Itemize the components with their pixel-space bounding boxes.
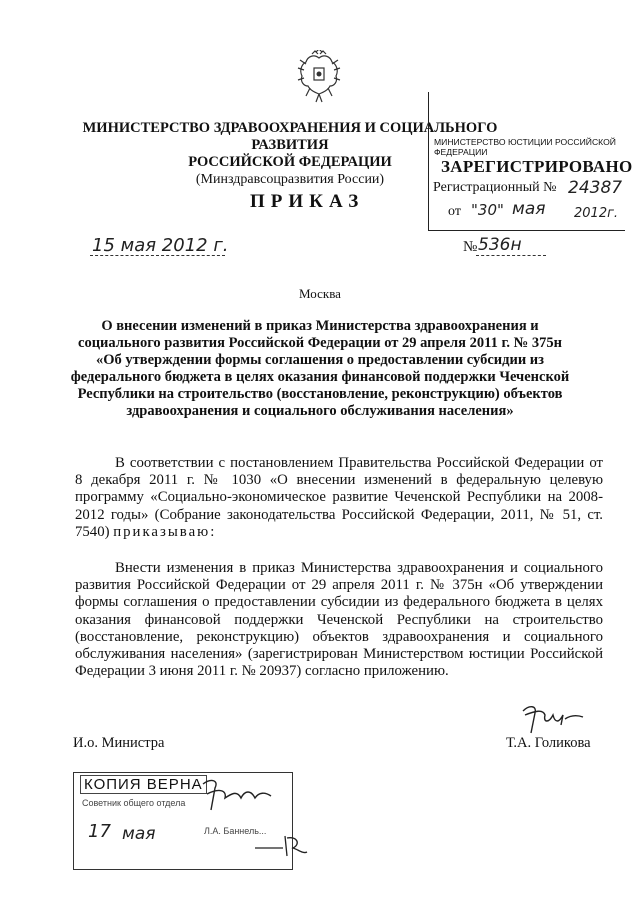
ministry-short-name: (Минздравсоцразвития России)	[195, 172, 385, 187]
copy-stamp-title: КОПИЯ ВЕРНА	[80, 775, 207, 794]
paragraph-2-text: Внести изменения в приказ Министерства здравоохранения и социального развития Российской Федерации от 29 апреля 2011 г. № 375н «Об утверждении формы соглашения о предоставлении субсидии из федерального бюджета в целях оказания финансовой поддержки Чеченской Республики на строительство (восстановление, реконструкцию) объектов здравоохранения и социального обслуживания населения» (зарегистрирован Министерством юстиции Российской Федерации 3 июня 2011 г. № 20937) согласно приложению.	[75, 560, 603, 680]
order-number-line	[476, 255, 546, 256]
ministry-country: РОССИЙСКОЙ ФЕДЕРАЦИИ	[188, 154, 392, 170]
stamp-day: "30"	[471, 201, 504, 219]
paragraph-1-command: приказываю:	[113, 523, 217, 540]
copy-stamp-name: Л.А. Баннель...	[204, 826, 267, 836]
ministry-name: МИНИСТЕРСТВО ЗДРАВООХРАНЕНИЯ И СОЦИАЛЬНОГО РАЗВИТИЯ	[82, 120, 498, 153]
body-paragraph-1	[75, 455, 603, 541]
order-city: Москва	[299, 286, 341, 301]
stamp-date-prefix: от	[448, 204, 461, 219]
document-type: ПРИКАЗ	[250, 191, 365, 212]
stamp-year: 2012г.	[574, 206, 619, 221]
signatory-name: Т.А. Голикова	[506, 735, 591, 751]
signatory-position: И.о. Министра	[73, 735, 165, 751]
order-number: 536н	[478, 235, 522, 255]
stamp-number-label: Регистрационный №	[433, 180, 557, 195]
copy-stamp-signature	[197, 776, 273, 816]
stamp-month: мая	[512, 199, 546, 219]
stamp-number: 24387	[568, 178, 623, 198]
document-title: О внесении изменений в приказ Министерства здравоохранения и социального развития Российской Федерации от 29 апреля 2011 г. № 375н «Об утверждении формы соглашения о предоставлении субсидии из федерального бюджета в целях оказания финансовой поддержки Чеченской Республики на строительство (восстановление, реконструкцию) объектов здравоохранения и социального обслуживания населения»	[70, 318, 570, 419]
copy-stamp-day: 17	[88, 821, 111, 842]
stamp-status: ЗАРЕГИСТРИРОВАНО	[441, 157, 633, 176]
copy-stamp-month: мая	[122, 824, 156, 844]
handwritten-signature	[515, 701, 585, 737]
paragraph-1-text: В соответствии с постановлением Правительства Российской Федерации от 8 декабря 2011 г. № 1030 «О внесении изменений в федеральную целевую программу «Социально-экономическое развитие Чеченской Республики на 2008-2012 годы» (Собрание законодательства Российской Федерации, 2011, № 51, ст. 7540)	[75, 455, 603, 540]
order-date-line	[90, 255, 225, 256]
order-date: 15 мая 2012 г.	[92, 235, 229, 256]
state-emblem-icon	[296, 50, 342, 104]
body-paragraph-2	[75, 560, 603, 680]
order-number-label: №	[463, 239, 478, 255]
stamp-authority: МИНИСТЕРСТВО ЮСТИЦИИ РОССИЙСКОЙ ФЕДЕРАЦИИ	[434, 137, 616, 157]
copy-stamp-scribble	[253, 830, 308, 860]
copy-stamp-subtitle: Советник общего отдела	[82, 798, 186, 808]
